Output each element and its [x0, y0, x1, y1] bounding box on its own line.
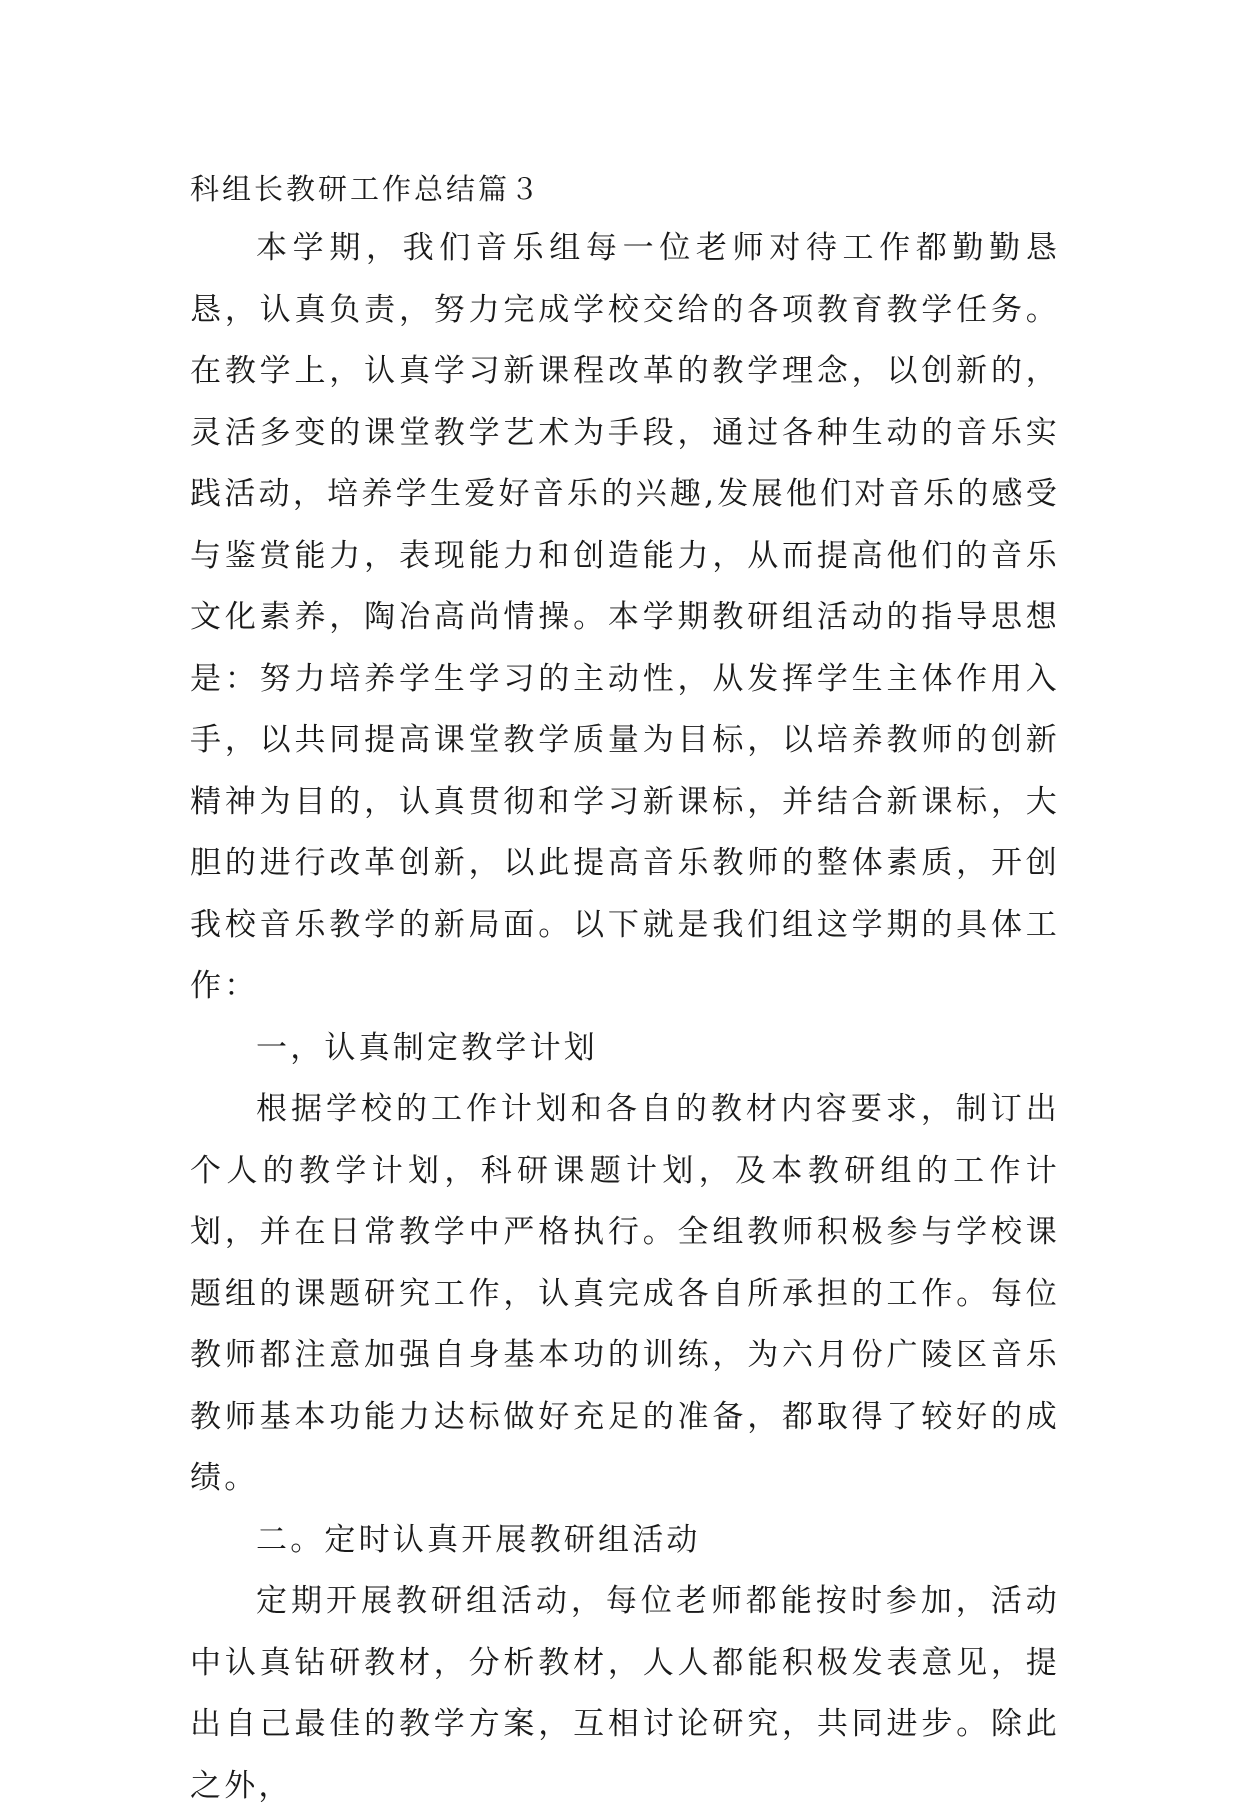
section-heading-2: 二。定时认真开展教研组活动: [256, 1521, 701, 1558]
section-heading-1: 一，认真制定教学计划: [256, 1029, 598, 1066]
intro-paragraph: 本学期，我们音乐组每一位老师对待工作都勤勤恳恳，认真负责，努力完成学校交给的各项教育教学任务。在教学上，认真学习新课程改革的教学理念，以创新的，灵活多变的课堂教学艺术为手段，通过各种生动的音乐实践活动，培养学生爱好音乐的兴趣,发展他们对音乐的感受与鉴赏能力，表现能力和创造能力，从而提高他们的音乐文化素养，陶冶高尚情操。本学期教研组活动的指导思想是：努力培养学生学习的主动性，从发挥学生主体作用入手，以共同提高课堂教学质量为目标，以培养教师的创新精神为目的，认真贯彻和学习新课标，并结合新课标，大胆的进行改革创新，以此提高音乐教师的整体素质，开创我校音乐教学的新局面。以下就是我们组这学期的具体工作：: [190, 230, 1060, 1004]
document-title: 科组长教研工作总结篇３: [190, 172, 543, 206]
document-body: [190, 160, 1060, 1817]
section-2-paragraph: 定期开展教研组活动，每位老师都能按时参加，活动中认真钻研教材，分析教材，人人都能积极发表意见，提出自己最佳的教学方案，互相讨论研究，共同进步。除此之外，: [190, 1583, 1060, 1804]
section-1-paragraph: 根据学校的工作计划和各自的教材内容要求，制订出个人的教学计划，科研课题计划，及本教研组的工作计划，并在日常教学中严格执行。全组教师积极参与学校课题组的课题研究工作，认真完成各自所承担的工作。每位教师都注意加强自身基本功的训练，为六月份广陵区音乐教师基本功能力达标做好充足的准备，都取得了较好的成绩。: [190, 1091, 1060, 1496]
